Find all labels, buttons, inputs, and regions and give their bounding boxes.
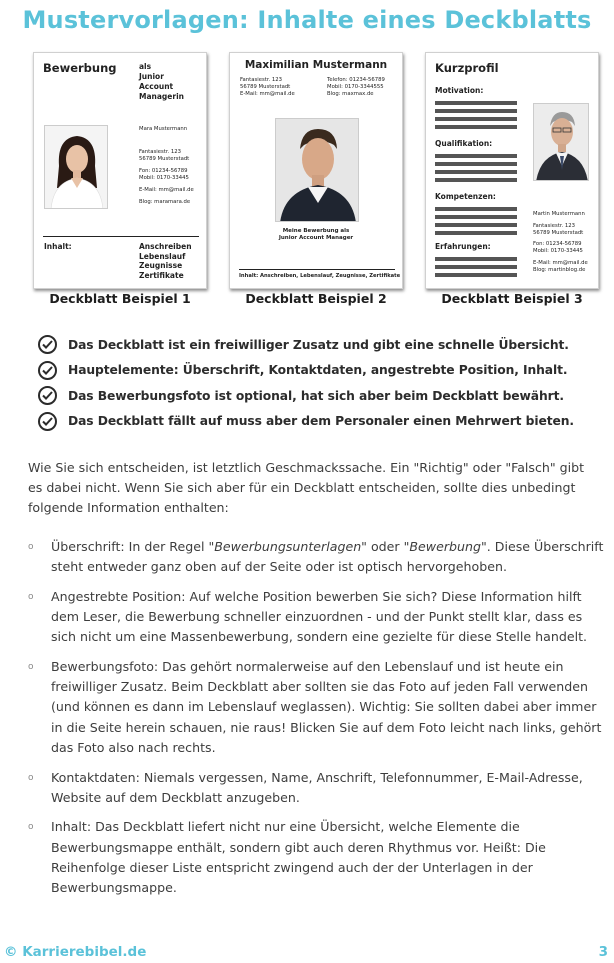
cover-heading: Maximilian Mustermann	[244, 59, 388, 71]
applicant-photo-senior	[533, 103, 589, 181]
list-item: o Bewerbungsfoto: Das gehört normalerweise auf den Lebenslauf und ist heute ein freiwilliger Zusatz. Beim Deckblatt aber sollten sie das Foto auf jeden Fall verwenden (und können es dann im Lebenslauf weglassen). Wichtig: Sie sollten dabei aber immer in die Seite herein schauen, nie raus! Blicken Sie auf dem Foto leicht nach links, gehört das Foto also nach rechts.	[28, 659, 602, 755]
placeholder-line	[435, 125, 517, 129]
applicant-photo-man	[275, 118, 359, 222]
applicant-contact: Telefon: 01234-56789 Mobil: 0170-3344555 Blog: maxmax.de	[327, 77, 385, 97]
checklist-item: Hauptelemente: Überschrift, Kontaktdaten, angestrebte Position, Inhalt.	[38, 358, 574, 384]
bullet-marker: o	[28, 662, 34, 673]
checklist-item: Das Deckblatt ist ein freiwilliger Zusatz und gibt eine schnelle Übersicht.	[38, 332, 574, 358]
placeholder-line	[435, 215, 517, 219]
applicant-web: E-Mail: mm@mail.de Blog: maramara.de	[139, 187, 194, 205]
placeholder-line	[435, 101, 517, 105]
list-item: o Kontaktdaten: Niemals vergessen, Name, Anschrift, Telefonnummer, E-Mail-Adresse, Website auf dem Deckblatt anzugeben.	[28, 769, 583, 805]
caption-example-2: Deckblatt Beispiel 2	[245, 291, 387, 306]
placeholder-line	[435, 154, 517, 158]
bullet-marker: o	[28, 591, 34, 602]
placeholder-line	[435, 109, 517, 113]
info-list	[28, 537, 610, 908]
applicant-address: Fantasiestr. 123 56789 Musterstadt	[139, 149, 190, 162]
page-title: Mustervorlagen: Inhalte eines Deckblatts	[22, 6, 592, 34]
placeholder-line	[435, 257, 517, 261]
intro-paragraph: Wie Sie sich entscheiden, ist letztlich Geschmackssache. Ein "Richtig" oder "Falsch" gibt es dabei nicht. Wenn Sie sich aber für ein Deckblatt entscheiden, sollte dies unbedingt folgende Information enthalten:	[28, 460, 585, 516]
checklist-item: Das Bewerbungsfoto ist optional, hat sich aber beim Deckblatt bewährt.	[38, 383, 574, 409]
placeholder-line	[435, 170, 517, 174]
section-label-kompetenzen: Kompetenzen:	[435, 192, 496, 201]
applicant-phone: Fon: 01234-56789 Mobil: 0170-33445	[533, 241, 583, 254]
bullet-marker: o	[28, 822, 34, 833]
placeholder-line	[435, 231, 517, 235]
placeholder-line	[435, 162, 517, 166]
bullet-marker: o	[28, 542, 34, 552]
contents-list: Inhalt: Anschreiben, Lebenslauf, Zeugnisse, Zertifikate	[239, 273, 401, 279]
cover-heading: Bewerbung	[43, 61, 117, 75]
applicant-phone: Fon: 01234-56789 Mobil: 0170-33445	[139, 168, 189, 181]
checkmark-icon	[38, 386, 57, 405]
contents-list: Anschreiben Lebenslauf Zeugnisse Zertifikate	[139, 242, 192, 280]
placeholder-line	[435, 273, 517, 277]
cover-role: als Junior Account Managerin	[139, 62, 184, 101]
checklist-item: Das Deckblatt fällt auf muss aber dem Personaler einen Mehrwert bieten.	[38, 409, 574, 435]
bullet-marker: o	[28, 772, 34, 783]
page-number: 3	[598, 944, 608, 960]
placeholder-line	[435, 265, 517, 269]
section-label-motivation: Motivation:	[435, 86, 484, 95]
placeholder-line	[435, 117, 517, 121]
placeholder-line	[435, 207, 517, 211]
source-credit: © Karrierebibel.de	[4, 944, 147, 960]
applicant-photo-woman	[44, 125, 108, 209]
checklist	[38, 332, 574, 434]
checkmark-icon	[38, 412, 57, 431]
list-item: o Inhalt: Das Deckblatt liefert nicht nur eine Übersicht, welche Elemente die Bewerbungsmappe enthält, sondern gibt auch deren Rhythmus vor. Heißt: Die Reihenfolge dieser Liste entspricht zwingend auch der der Unterlagen in der Bewerbungsmappe.	[28, 819, 546, 896]
cover-example-3	[425, 52, 599, 289]
divider	[43, 236, 199, 237]
checkmark-icon	[38, 335, 57, 354]
checkmark-icon	[38, 361, 57, 380]
caption-example-1: Deckblatt Beispiel 1	[49, 291, 191, 306]
applicant-address: Fantasiestr. 123 56789 Musterstadt	[533, 223, 584, 236]
cover-example-2	[229, 52, 403, 289]
applicant-address: Fantasiestr. 123 56789 Musterstadt E-Mail: mm@mail.de	[240, 77, 295, 97]
section-label-erfahrungen: Erfahrungen:	[435, 242, 491, 251]
applicant-name: Martin Mustermann	[533, 211, 585, 217]
caption-example-3: Deckblatt Beispiel 3	[441, 291, 583, 306]
divider	[239, 269, 395, 270]
placeholder-line	[435, 178, 517, 182]
applicant-web: E-Mail: mm@mail.de Blog: martinblog.de	[533, 260, 588, 273]
cover-example-1	[33, 52, 207, 289]
applicant-name: Mara Mustermann	[139, 126, 188, 132]
placeholder-line	[435, 223, 517, 227]
contents-label: Inhalt:	[44, 242, 72, 251]
application-target: Meine Bewerbung als Junior Account Manager	[278, 228, 354, 241]
list-item: o Angestrebte Position: Auf welche Position bewerben Sie sich? Diese Information hilft dem Leser, die Bewerbung schneller einzuordnen - und der Punkt stellt klar, dass es sich nicht um eine Massenbewerbung, sondern eine gezielte für diese Stelle handelt.	[28, 588, 588, 645]
cover-heading: Kurzprofil	[435, 61, 499, 75]
section-label-qualifikation: Qualifikation:	[435, 139, 493, 148]
list-item: o Überschrift: In der Regel "Bewerbungsunterlagen" oder "Bewerbung". Diese Überschrift steht entweder ganz oben auf der Seite oder ist optisch hervorgehoben.	[28, 539, 604, 575]
